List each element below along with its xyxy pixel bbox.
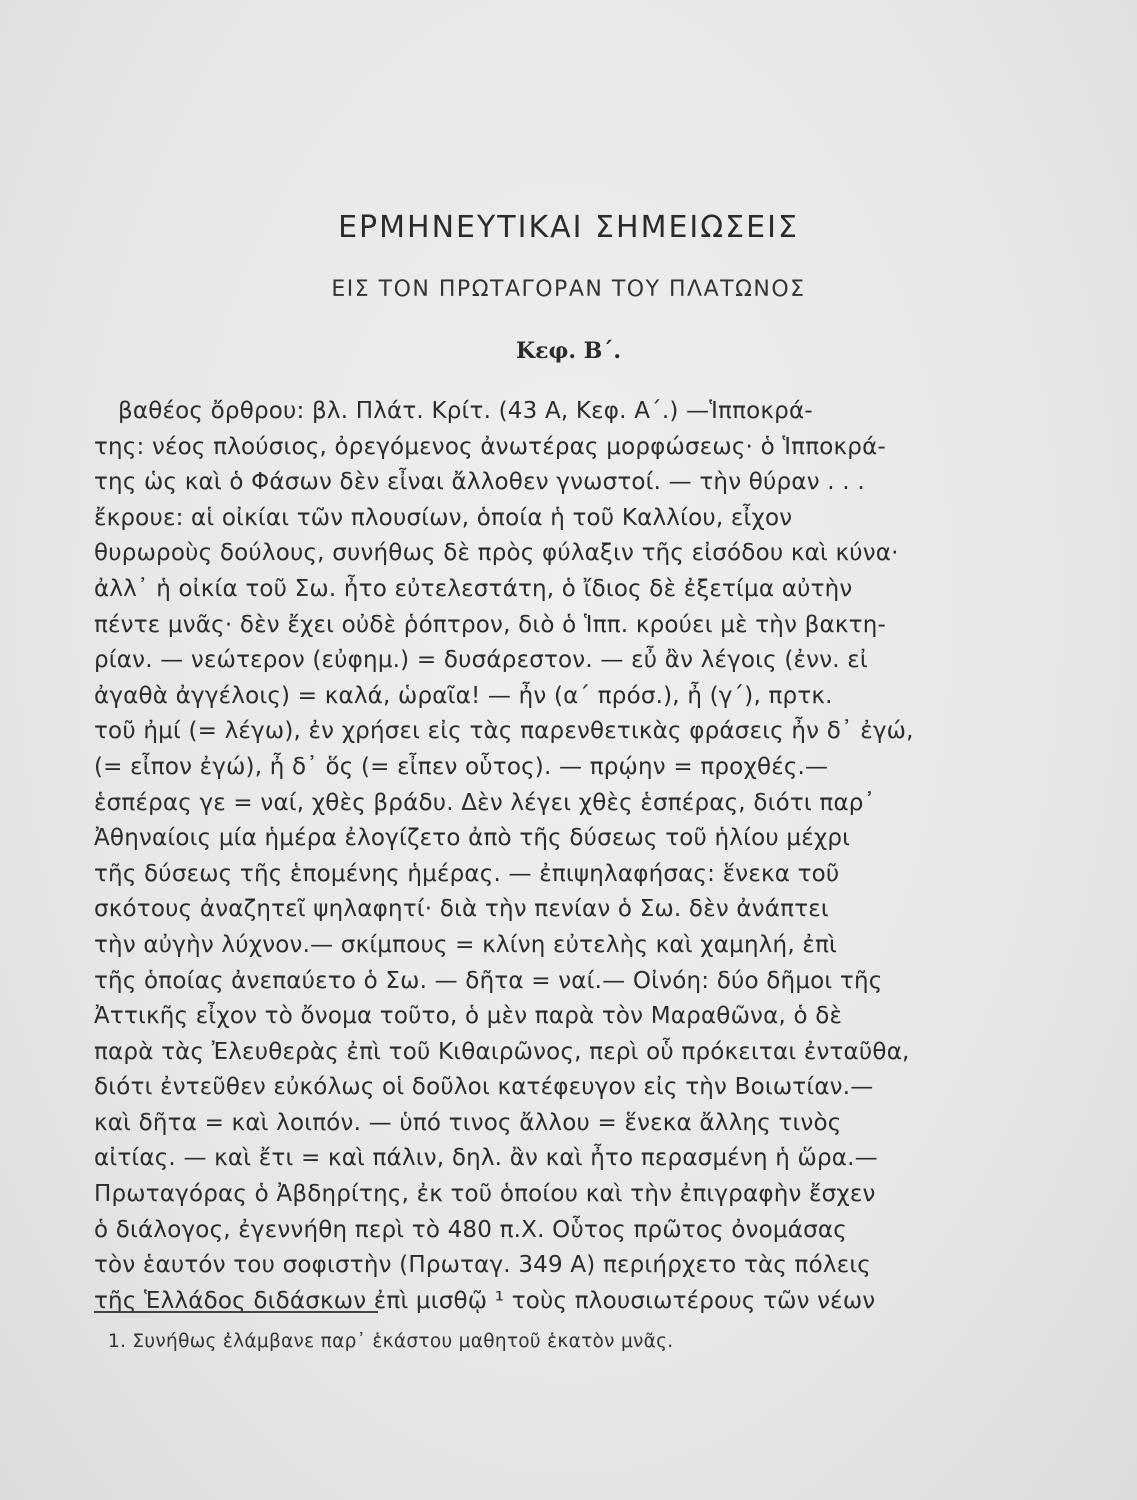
text-line: σκότους ἀναζητεῖ ψηλαφητί· διὰ τὴν πενίαν ὁ Σω. δὲν ἀνάπτει xyxy=(94,896,829,923)
text-line: ρίαν. — νεώτερον (εὐφημ.) = δυσάρεστον. — εὖ ἂν λέγοις (ἐνν. εἰ xyxy=(94,647,868,674)
footnote-divider xyxy=(94,1311,378,1313)
text-line: καὶ δῆτα = καὶ λοιπόν. — ὑπό τινος ἄλλου = ἕνεκα ἄλλης τινὸς xyxy=(94,1109,842,1136)
text-line: παρὰ τὰς Ἐλευθερὰς ἐπὶ τοῦ Κιθαιρῶνος, περὶ οὗ πρόκειται ἐνταῦθα, xyxy=(94,1038,910,1065)
text-line: ἑσπέρας γε = ναί, χθὲς βράδυ. Δὲν λέγει χθὲς ἑσπέρας, διότι παρ᾽ xyxy=(94,789,876,816)
text-line: Ἀθηναίοις μία ἡμέρα ἐλογίζετο ἀπὸ τῆς δύσεως τοῦ ἡλίου μέχρι xyxy=(94,825,851,852)
text-line: της: νέος πλούσιος, ὀρεγόμενος ἀνωτέρας μορφώσεως· ὁ Ἱπποκρά- xyxy=(94,433,886,460)
text-line: ἀγαθὰ ἀγγέλοις) = καλά, ὡραῖα! — ἦν (α΄ πρόσ.), ἦ (γ΄), πρτκ. xyxy=(94,682,833,709)
text-line: (= εἶπον ἐγώ), ἦ δ᾽ ὅς (= εἶπεν οὗτος). — πρῴην = προχθές.— xyxy=(94,753,829,780)
text-line: τοῦ ἠμί (= λέγω), ἐν χρήσει εἰς τὰς παρενθετικὰς φράσεις ἦν δ᾽ ἐγώ, xyxy=(94,718,914,745)
chapter-heading: Κεφ. Β΄. xyxy=(516,338,621,364)
text-line: πέντε μνᾶς· δὲν ἔχει οὐδὲ ῥόπτρον, διὸ ὁ Ἱππ. κρούει μὲ τὴν βακτη- xyxy=(94,611,886,638)
text-line: τὸν ἑαυτόν του σοφιστὴν (Πρωταγ. 349 Α) περιήρχετο τὰς πόλεις xyxy=(94,1252,872,1279)
text-line: θυρωροὺς δούλους, συνήθως δὲ πρὸς φύλαξιν τῆς εἰσόδου καὶ κύνα· xyxy=(94,540,899,567)
page-subtitle: ΕΙΣ ΤΟΝ ΠΡΩΤΑΓΟΡΑΝ ΤΟΥ ΠΛΑΤΩΝΟΣ xyxy=(331,277,806,302)
text-line: ἀλλ᾽ ἡ οἰκία τοῦ Σω. ἦτο εὐτελεστάτη, ὁ ἴδιος δὲ ἐξετίμα αὐτὴν xyxy=(94,575,853,602)
text-line: βαθέος ὄρθρου: βλ. Πλάτ. Κρίτ. (43 Α, Κεφ. Α΄.) —Ἱπποκρά- xyxy=(118,398,813,424)
commentary-body xyxy=(94,394,974,1319)
text-line: διότι ἐντεῦθεν εὐκόλως οἱ δοῦλοι κατέφευγον εἰς τὴν Βοιωτίαν.— xyxy=(94,1074,874,1101)
text-line: τῆς Ἑλλάδος διδάσκων ἐπὶ μισθῷ ¹ τοὺς πλουσιωτέρους τῶν νέων xyxy=(94,1287,876,1314)
text-line: τῆς ὁποίας ἀνεπαύετο ὁ Σω. — δῆτα = ναί.— Οἰνόη: δύο δῆμοι τῆς xyxy=(94,967,883,994)
text-line: αἰτίας. — καὶ ἔτι = καὶ πάλιν, δηλ. ἂν καὶ ἦτο περασμένη ἡ ὥρα.— xyxy=(94,1145,878,1172)
text-line: τὴν αὐγὴν λύχνον.— σκίμπους = κλίνη εὐτελὴς καὶ χαμηλή, ἐπὶ xyxy=(94,931,838,958)
footnote: 1. Συνήθως ἐλάμβανε παρ᾽ ἑκάστου μαθητοῦ ἑκατὸν μνᾶς. xyxy=(108,1331,674,1352)
text-line: ὁ διάλογος, ἐγεννήθη περὶ τὸ 480 π.Χ. Οὗτος πρῶτος ὀνομάσας xyxy=(94,1216,847,1243)
text-line: Πρωταγόρας ὁ Ἀβδηρίτης, ἐκ τοῦ ὁποίου καὶ τὴν ἐπιγραφὴν ἔσχεν xyxy=(94,1181,876,1208)
text-line: Ἀττικῆς εἶχον τὸ ὄνομα τοῦτο, ὁ μὲν παρὰ τὸν Μαραθῶνα, ὁ δὲ xyxy=(94,1003,843,1030)
text-line: ἔκρουε: αἱ οἰκίαι τῶν πλουσίων, ὁποία ἡ τοῦ Καλλίου, εἶχον xyxy=(94,504,793,531)
page-title: ΕΡΜΗΝΕΥΤΙΚΑΙ ΣΗΜΕΙΩΣΕΙΣ xyxy=(338,210,799,245)
text-line: της ὡς καὶ ὁ Φάσων δὲν εἶναι ἄλλοθεν γνωστοί. — τὴν θύραν . . . xyxy=(94,469,865,496)
text-line: τῆς δύσεως τῆς ἑπομένης ἡμέρας. — ἐπιψηλαφήσας: ἕνεκα τοῦ xyxy=(94,860,840,887)
